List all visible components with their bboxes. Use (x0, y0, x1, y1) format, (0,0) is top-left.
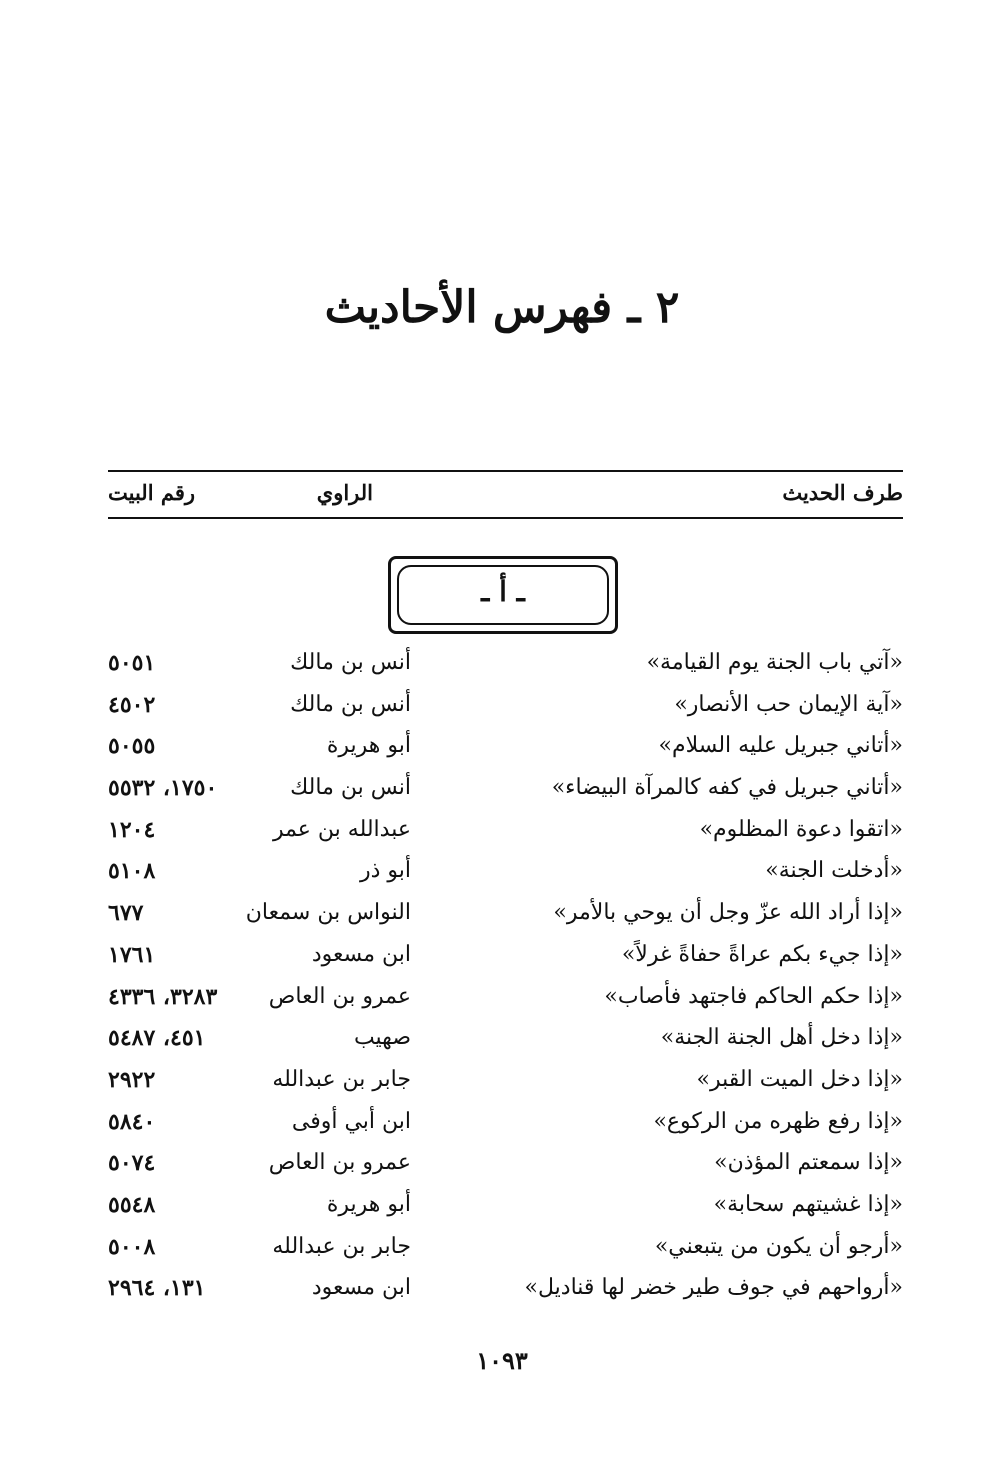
list-item (108, 1146, 903, 1188)
header-narrator: الراوي (316, 480, 373, 505)
narrator: أنس بن مالك (290, 691, 411, 717)
verse-number: ٤٥١، ٥٤٨٧ (108, 1025, 206, 1052)
hadith-text: «أرجو أن يكون من يتبعني» (654, 1233, 903, 1259)
hadith-text: «أتاني جبريل عليه السلام» (658, 733, 903, 759)
verse-number: ٥٠٥١ (108, 650, 156, 676)
list-item (108, 688, 903, 730)
list-item (108, 771, 903, 813)
narrator: أنس بن مالك (290, 775, 411, 801)
verse-number: ١٧٥٠، ٥٥٣٢ (108, 775, 218, 802)
hadith-text: «إذا دخل أهل الجنة الجنة» (660, 1025, 903, 1051)
table-header (108, 476, 903, 514)
verse-number: ٢٩٢٢ (108, 1066, 156, 1093)
list-item (108, 1271, 903, 1313)
narrator: ابن مسعود (311, 1275, 411, 1301)
verse-number: ١٢٠٤ (108, 816, 156, 843)
list-item (108, 854, 903, 896)
list-item (108, 1021, 903, 1063)
verse-number: ١٣١، ٢٩٦٤ (108, 1275, 206, 1302)
header-hadith: طرف الحديث (782, 480, 903, 505)
page-number: ١٠٩٣ (476, 1346, 528, 1375)
narrator: عمرو بن العاص (268, 1150, 411, 1176)
header-bottom-rule (108, 517, 903, 519)
narrator: عبدالله بن عمر (272, 816, 411, 842)
list-item (108, 729, 903, 771)
hadith-text: «اتقوا دعوة المظلوم» (699, 816, 903, 842)
list-item (108, 938, 903, 980)
list-item (108, 1063, 903, 1105)
section-letter: ـ أ ـ (481, 575, 525, 608)
list-item (108, 646, 903, 688)
verse-number: ٥٠٧٤ (108, 1150, 156, 1177)
narrator: أبو هريرة (326, 733, 411, 759)
verse-number: ٤٥٠٢ (108, 691, 156, 718)
hadith-text: «أدخلت الجنة» (765, 858, 903, 884)
hadith-text: «آتي باب الجنة يوم القيامة» (646, 650, 903, 675)
verse-number: ٥٠٥٥ (108, 733, 156, 760)
narrator: ابن مسعود (311, 941, 411, 967)
list-item (108, 980, 903, 1022)
narrator: أبو ذر (359, 858, 411, 884)
list-item (108, 1105, 903, 1147)
hadith-text: «إذا جيء بكم عراةً حفاةً غرلاً» (621, 941, 903, 967)
hadith-text: «إذا أراد الله عزّ وجل أن يوحي بالأمر» (553, 900, 903, 926)
header-number: رقم البيت (108, 480, 195, 505)
page-title: ٢ ـ فهرس الأحاديث (324, 282, 680, 333)
hadith-text: «إذا حكم الحاكم فاجتهد فأصاب» (604, 983, 903, 1009)
narrator: ابن أبي أوفى (291, 1108, 411, 1134)
verse-number: ٥٥٤٨ (108, 1191, 156, 1218)
list-item (108, 1188, 903, 1230)
verse-number: ٥٠٠٨ (108, 1233, 156, 1260)
narrator: النواس بن سمعان (245, 900, 411, 926)
narrator: أنس بن مالك (290, 650, 411, 675)
list-item (108, 1230, 903, 1272)
hadith-text: «إذا غشيتهم سحابة» (713, 1191, 903, 1217)
hadith-text: «أتاني جبريل في كفه كالمرآة البيضاء» (551, 775, 903, 801)
narrator: صهيب (353, 1025, 411, 1051)
list-item (108, 896, 903, 938)
list-item (108, 813, 903, 855)
narrator: عمرو بن العاص (268, 983, 411, 1009)
narrator: أبو هريرة (326, 1191, 411, 1217)
section-heading-box (388, 556, 618, 634)
hadith-text: «أرواحهم في جوف طير خضر لها قناديل» (524, 1275, 903, 1301)
verse-number: ٦٧٧ (108, 900, 144, 927)
hadith-text: «إذا رفع ظهره من الركوع» (653, 1108, 903, 1134)
verse-number: ١٧٦١ (108, 941, 156, 968)
narrator: جابر بن عبدالله (272, 1066, 411, 1092)
header-top-rule (108, 470, 903, 472)
verse-number: ٥٨٤٠ (108, 1108, 156, 1135)
narrator: جابر بن عبدالله (272, 1233, 411, 1259)
hadith-text: «إذا دخل الميت القبر» (696, 1066, 903, 1092)
verse-number: ٥١٠٨ (108, 858, 156, 885)
hadith-text: «آية الإيمان حب الأنصار» (674, 691, 903, 717)
verse-number: ٣٢٨٣، ٤٣٣٦ (108, 983, 218, 1010)
hadith-text: «إذا سمعتم المؤذن» (714, 1150, 903, 1176)
hadith-index-list (108, 646, 903, 1313)
